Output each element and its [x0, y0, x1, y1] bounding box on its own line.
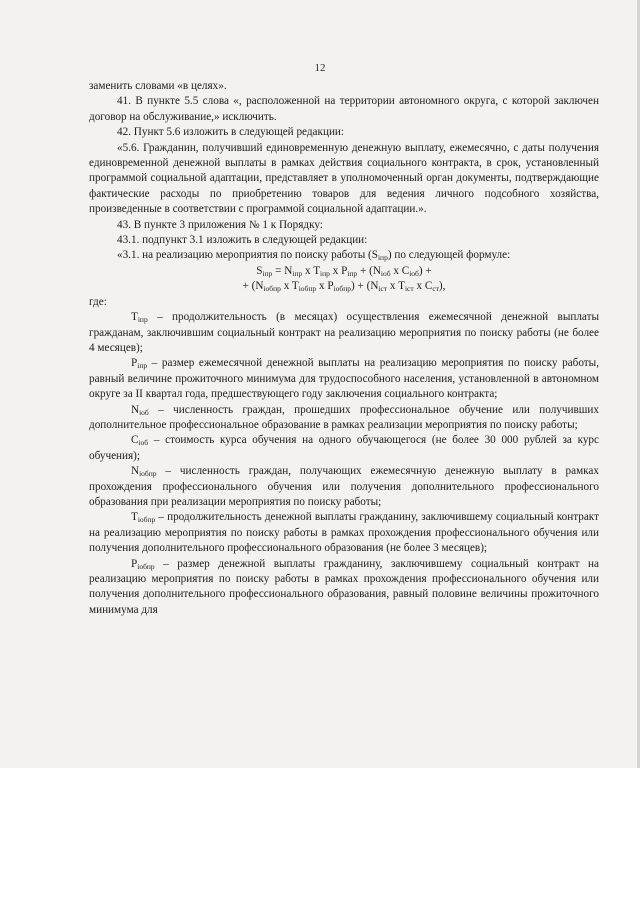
definition-item: $T_{iобпр}$ – продолжительность денежной выплаты гражданину, заключившему социальный контракт на реализацию мероприятия по поиску работы в рамках прохождения профессионального обучения или получения дополнительного профессионального образования (не более 3 месяцев);	[89, 511, 599, 555]
definition-item: $N_{iобпр}$ – численность граждан, получающих ежемесячную денежную выплату в рамках прохождения профессионального обучения или получения дополнительного профессионального образования при реализации мероприятия по поиску работы;	[89, 465, 599, 508]
definition-item: $P_{iпр}$ – размер ежемесячной денежной выплаты на реализацию мероприятия по поиску работы, равный величине прожиточного минимума для трудоспособного населения, установленной в автономном округе за II квартал года, предшествующего году заключения социального контракта;	[89, 357, 599, 401]
formula-line-1: $S_{iпр} = N_{iпр}$ x $T_{iпр}$ x $P_{iпр} + (N_{iоб}$ x $C_{iоб}$) +	[256, 264, 432, 278]
paragraph: 41. В пункте 5.5 слова «, расположенной на территории автономного округа, с которой заключен договор на обслуживание,» исключить.	[89, 95, 599, 123]
paragraph: «3.1. на реализацию мероприятия по поиску работы $(S_{iпр})$ по следующей формуле:	[117, 249, 511, 263]
where-label: где:	[89, 295, 107, 308]
formula-line-2: + ($N_{iобпр}$ x $T_{iобпр}$ x $P_{iобпр}) + (N_{iст}$ x $T_{iст}$ x $C_{ст}$),	[242, 280, 446, 294]
definition-item: $N_{iоб}$ – численность граждан, прошедших профессиональное обучение или получивших дополнительное профессиональное образование в рамках реализации мероприятия по поиску работы;	[89, 403, 599, 431]
paragraph: заменить словами «в целях».	[89, 80, 227, 92]
document-body	[89, 79, 599, 618]
paragraph: 42. Пункт 5.6 изложить в следующей редакции:	[117, 126, 345, 139]
paragraph: 43.1. подпункт 3.1 изложить в следующей редакции:	[117, 234, 368, 247]
definition-item: $T_{iпр}$ – продолжительность (в месяцах) осуществления ежемесячной денежной выплаты гражданам, заключившим социальный контракт на реализацию мероприятия по поиску работы (не более 4 месяцев);	[89, 311, 599, 354]
definition-item: $P_{iобпр}$ – размер денежной выплаты гражданину, заключившему социальный контракт на реализацию мероприятия по поиску работы в рамках прохождения профессионального обучения или получения дополнительного профессионального образования, равный половине величины прожиточного минимума для	[89, 557, 599, 616]
page-number: 12	[314, 62, 326, 74]
paragraph: «5.6. Гражданин, получивший единовременную денежную выплату, ежемесячно, с даты получения единовременной денежной выплаты в рамках действия социального контракта, в срок, установленный программой социальной адаптации, представляет в уполномоченный орган документы, подтверждающие фактические расходы по приобретению товаров для ведения личного подсобного хозяйства, произведенные в соответствии с программой социальной адаптации.».	[89, 141, 599, 216]
definition-item: $C_{iоб}$ – стоимость курса обучения на одного обучающегося (не более 30 000 рублей за курс обучения);	[89, 434, 599, 462]
paragraph: 43. В пункте 3 приложения № 1 к Порядку:	[117, 218, 323, 231]
